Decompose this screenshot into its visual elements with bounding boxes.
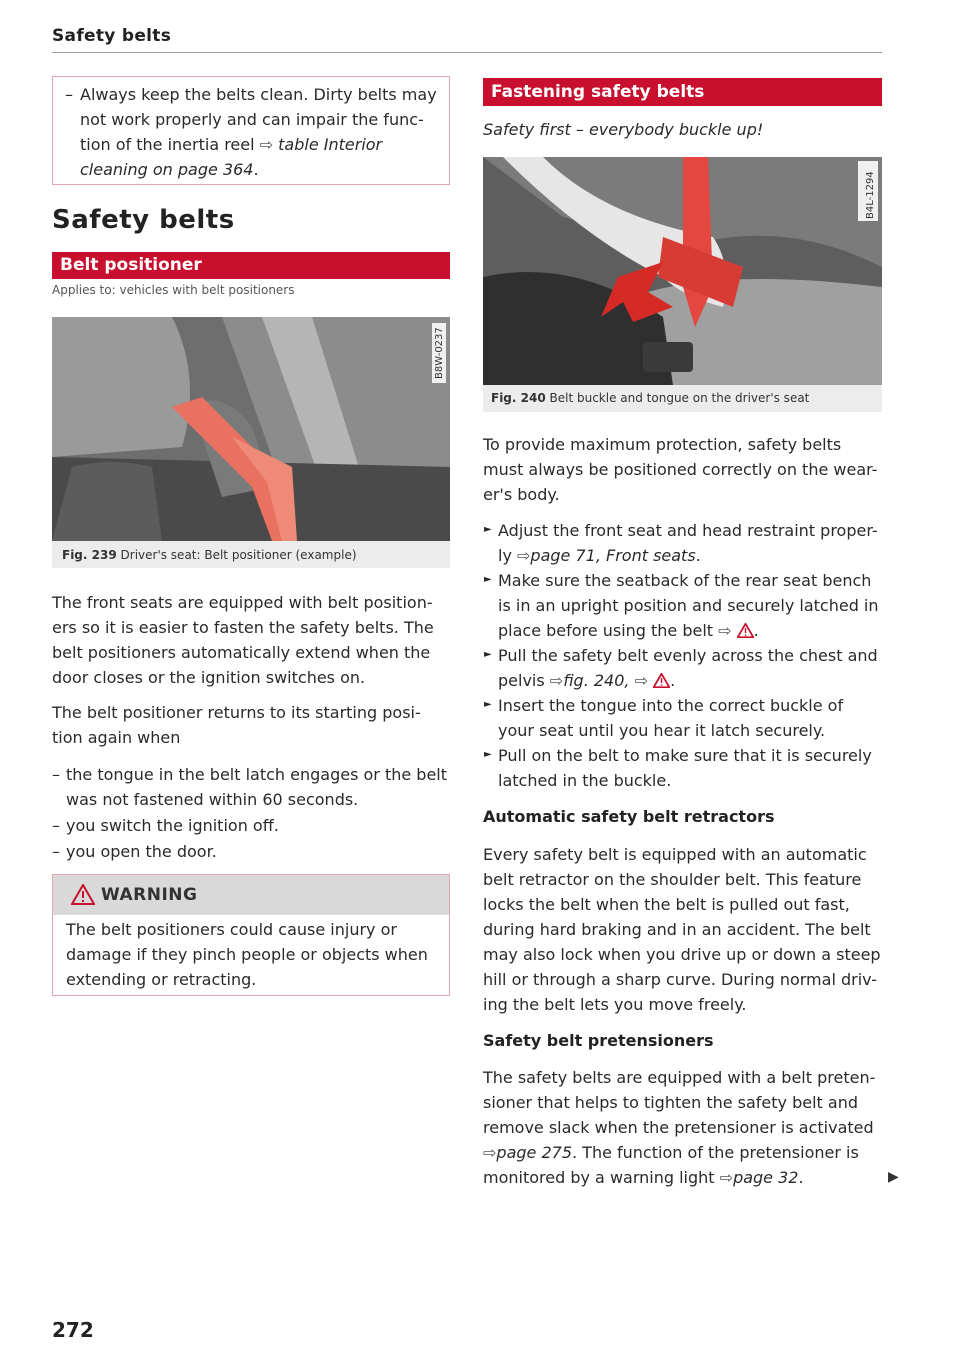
figure-239-code: B8W-0237 <box>434 327 445 379</box>
step-2-bullet: ► <box>484 574 492 585</box>
note-ref-link[interactable]: table Interior cleaning on page 364 <box>80 135 383 179</box>
figure-240-code: B4L-1294 <box>865 171 876 219</box>
step-3-arrow: ⇨ <box>549 671 564 690</box>
warning-triangle-icon <box>71 884 95 905</box>
note-dash: – <box>65 85 73 104</box>
warning-box <box>52 874 450 996</box>
fastening-intro: To provide maximum protection, safety belts must always be positioned correctly on the wear-er's body. <box>483 435 878 504</box>
retractors-heading: Automatic safety belt retractors <box>483 807 775 826</box>
section-title: Safety belts <box>52 205 235 235</box>
pretensioners-text-2: . The function of the pretensioner is monitored by a warning light <box>483 1143 859 1187</box>
cleaning-note-box <box>52 76 450 185</box>
list-item-1: the tongue in the belt latch engages or the belt was not fastened within 60 seconds. <box>66 765 448 809</box>
pretensioners-ref-1[interactable]: page 275 <box>496 1143 572 1162</box>
pretensioners-heading: Safety belt pretensioners <box>483 1031 714 1050</box>
belt-positioner-para-1: The front seats are equipped with belt position-ers so it is easier to fasten the safety belts. The belt positioners automatically extend when the door closes or the ignition switches on. <box>52 593 434 687</box>
list-dash-2: – <box>52 816 60 835</box>
figure-240-caption <box>491 391 809 405</box>
step-1-text: Adjust the front seat and head restraint proper-ly <box>498 521 878 565</box>
list-dash-1: – <box>52 765 60 784</box>
running-header: Safety belts <box>52 26 172 46</box>
warning-text: The belt positioners could cause injury or damage if they pinch people or objects when extending or retracting. <box>66 920 428 989</box>
step-2-arrow: ⇨ <box>718 621 732 640</box>
applies-to-note: Applies to: vehicles with belt positioners <box>52 283 295 297</box>
fastening-subtitle: Safety first – everybody buckle up! <box>483 120 764 139</box>
step-5-bullet: ► <box>484 749 492 760</box>
step-1 <box>498 518 882 568</box>
figure-240-caption-text: Belt buckle and tongue on the driver's seat <box>549 391 810 405</box>
step-1-arrow: ⇨ <box>517 546 531 565</box>
figure-239-label: Fig. 239 <box>62 548 117 562</box>
continue-arrow-icon: ▶ <box>888 1169 899 1185</box>
figure-239-caption-text: Driver's seat: Belt positioner (example) <box>120 548 357 562</box>
warning-header <box>53 875 449 915</box>
pretensioners-arrow-1: ⇨ <box>483 1143 497 1162</box>
pretensioners-tail: . <box>798 1168 804 1187</box>
step-1-bullet: ► <box>484 524 492 535</box>
step-1-tail: . <box>695 546 701 565</box>
page-number: 272 <box>52 1318 94 1342</box>
step-3-warning-icon[interactable] <box>653 673 670 688</box>
step-4: Insert the tongue into the correct buckle of your seat until you hear it latch securely. <box>498 696 844 740</box>
warning-title: WARNING <box>101 885 198 905</box>
pretensioners-arrow-2: ⇨ <box>719 1168 734 1187</box>
figure-240-image <box>483 157 882 385</box>
pretensioners-text-1: The safety belts are equipped with a belt preten-sioner that helps to tighten the safety belt and remove slack when the pretensioner is activated <box>483 1068 876 1137</box>
list-dash-3: – <box>52 842 60 861</box>
step-3 <box>498 643 882 693</box>
step-3-arrow-2: ⇨ <box>634 671 648 690</box>
figure-240-label: Fig. 240 <box>491 391 546 405</box>
pretensioners-ref-2[interactable]: page 32 <box>733 1168 799 1187</box>
step-3-bullet: ► <box>484 649 492 660</box>
step-1-ref[interactable]: page 71, Front seats <box>530 546 696 565</box>
note-ref-arrow: ⇨ <box>259 135 274 154</box>
belt-positioner-illustration <box>52 317 450 541</box>
step-3-text: Pull the safety belt evenly across the chest and pelvis <box>498 646 878 690</box>
step-5: Pull on the belt to make sure that it is securely latched in the buckle. <box>498 746 872 790</box>
belt-buckle-illustration <box>483 157 882 385</box>
note-text <box>80 82 440 182</box>
retractors-text: Every safety belt is equipped with an automatic belt retractor on the shoulder belt. This feature locks the belt when the belt is pulled out fast, during hard braking and in an accident. The belt may also lock when you drive up or down a steep hill or through a sharp curve. During normal driv-ing the belt lets you move freely. <box>483 845 881 1014</box>
header-divider <box>52 52 882 53</box>
step-2 <box>498 568 882 643</box>
step-2-text: Make sure the seatback of the rear seat bench is in an upright position and securely latched in place before using the belt <box>498 571 879 640</box>
fastening-heading: Fastening safety belts <box>483 78 882 106</box>
figure-239-caption <box>62 548 357 562</box>
note-ref-tail: . <box>253 160 259 179</box>
step-2-tail: . <box>753 621 759 640</box>
belt-positioner-heading: Belt positioner <box>52 252 450 279</box>
list-item-2: you switch the ignition off. <box>66 816 279 835</box>
figure-239-image <box>52 317 450 541</box>
note-text-plain: Always keep the belts clean. Dirty belts may not work properly and can impair the func-tion of the inertia reel <box>80 85 437 154</box>
pretensioners-text <box>483 1065 882 1190</box>
step-3-tail: . <box>670 671 676 690</box>
step-4-bullet: ► <box>484 699 492 710</box>
step-3-ref[interactable]: fig. 240, <box>563 671 630 690</box>
belt-positioner-para-2: The belt positioner returns to its starting posi-tion again when <box>52 703 421 747</box>
list-item-3: you open the door. <box>66 842 217 861</box>
step-2-warning-icon[interactable] <box>737 623 754 638</box>
